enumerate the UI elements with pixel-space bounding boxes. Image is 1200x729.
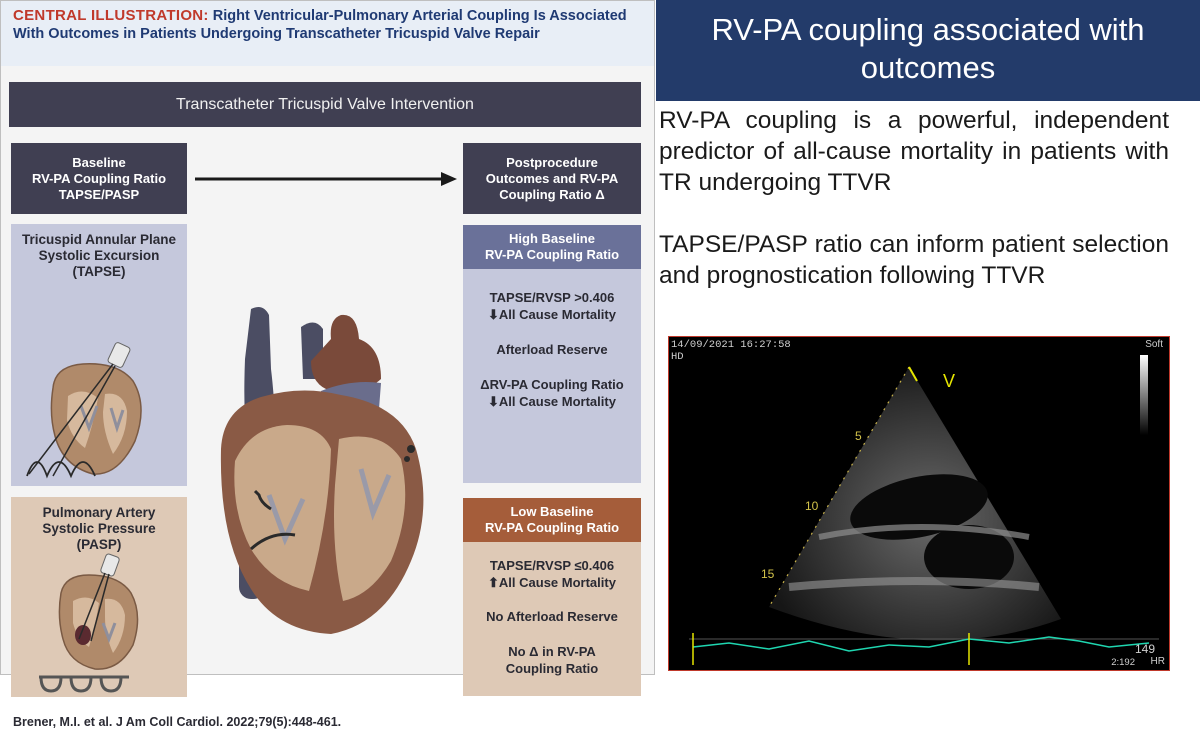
echo-timestamp: 14/09/2021 16:27:58 HD bbox=[671, 339, 791, 363]
heart-rate-label: HR bbox=[1150, 656, 1165, 667]
probe-orientation-mark: V bbox=[943, 371, 956, 391]
bullet-2: TAPSE/PASP ratio can inform patient selection and prognostication following TTVR bbox=[659, 231, 1169, 289]
low-baseline-results bbox=[463, 542, 641, 696]
tapse-heart-illustration bbox=[23, 336, 173, 486]
illustration-title: Right Ventricular-Pulmonary Arterial Coupling Is Associated With Outcomes in Patients Undergoing Transcatheter Tricuspid Valve Repair bbox=[13, 8, 627, 42]
low-mortality: ⬆All Cause Mortality bbox=[488, 575, 616, 590]
tapse-title: Tricuspid Annular Plane Systolic Excursion (TAPSE) bbox=[21, 232, 177, 279]
postprocedure-box bbox=[463, 143, 641, 214]
intervention-bar: Transcatheter Tricuspid Valve Intervention bbox=[9, 82, 641, 127]
high-delta-mortality: ⬇All Cause Mortality bbox=[488, 394, 616, 409]
high-afterload: Afterload Reserve bbox=[496, 342, 608, 357]
postprocedure-line-3: Coupling Ratio Δ bbox=[499, 186, 605, 202]
depth-mark-5: 5 bbox=[855, 429, 862, 443]
low-coupling: Coupling Ratio bbox=[505, 661, 599, 676]
low-no-delta: No Δ in RV-PA bbox=[508, 644, 596, 659]
baseline-line-1: Baseline bbox=[72, 154, 126, 170]
echocardiogram-image bbox=[668, 336, 1170, 671]
echo-soft-label: Soft bbox=[1145, 339, 1163, 350]
illustration-label: CENTRAL ILLUSTRATION: bbox=[13, 7, 209, 24]
low-afterload: No Afterload Reserve bbox=[486, 609, 618, 624]
high-mortality: ⬇All Cause Mortality bbox=[488, 307, 616, 322]
high-threshold: TAPSE/RVSP >0.406 bbox=[489, 290, 615, 305]
citation: Brener, M.I. et al. J Am Coll Cardiol. 2022;79(5):448-461. bbox=[13, 715, 342, 729]
pasp-heart-illustration bbox=[39, 553, 169, 693]
high-baseline-header: High Baseline RV-PA Coupling Ratio bbox=[463, 225, 641, 269]
baseline-line-3: TAPSE/PASP bbox=[58, 186, 140, 202]
high-delta: ΔRV-PA Coupling Ratio bbox=[480, 377, 624, 392]
heart-illustration bbox=[211, 299, 451, 644]
illustration-header bbox=[1, 1, 654, 66]
echo-time: 2:192 bbox=[1111, 657, 1135, 668]
baseline-box bbox=[11, 143, 187, 214]
illustration-body bbox=[1, 66, 654, 729]
slide-text bbox=[659, 105, 1169, 291]
bullet-1: RV-PA coupling is a powerful, independent predictor of all-cause mortality in patients with TR undergoing TTVR bbox=[659, 107, 1169, 196]
low-threshold: TAPSE/RVSP ≤0.406 bbox=[489, 558, 615, 573]
ultrasound-sector bbox=[669, 337, 1171, 672]
high-baseline-results bbox=[463, 269, 641, 483]
heart-rate-value: 149 bbox=[1134, 642, 1155, 656]
pasp-title: Pulmonary Artery Systolic Pressure (PASP) bbox=[42, 505, 156, 552]
slide-title: RV-PA coupling associated with outcomes bbox=[656, 0, 1200, 101]
depth-mark-10: 10 bbox=[805, 499, 819, 513]
arrow-right-icon bbox=[195, 169, 457, 189]
low-baseline-header: Low Baseline RV-PA Coupling Ratio bbox=[463, 498, 641, 542]
depth-mark-15: 15 bbox=[761, 567, 775, 581]
postprocedure-line-2: Outcomes and RV-PA bbox=[485, 170, 619, 186]
baseline-line-2: RV-PA Coupling Ratio bbox=[31, 170, 167, 186]
postprocedure-line-1: Postprocedure bbox=[506, 154, 598, 170]
